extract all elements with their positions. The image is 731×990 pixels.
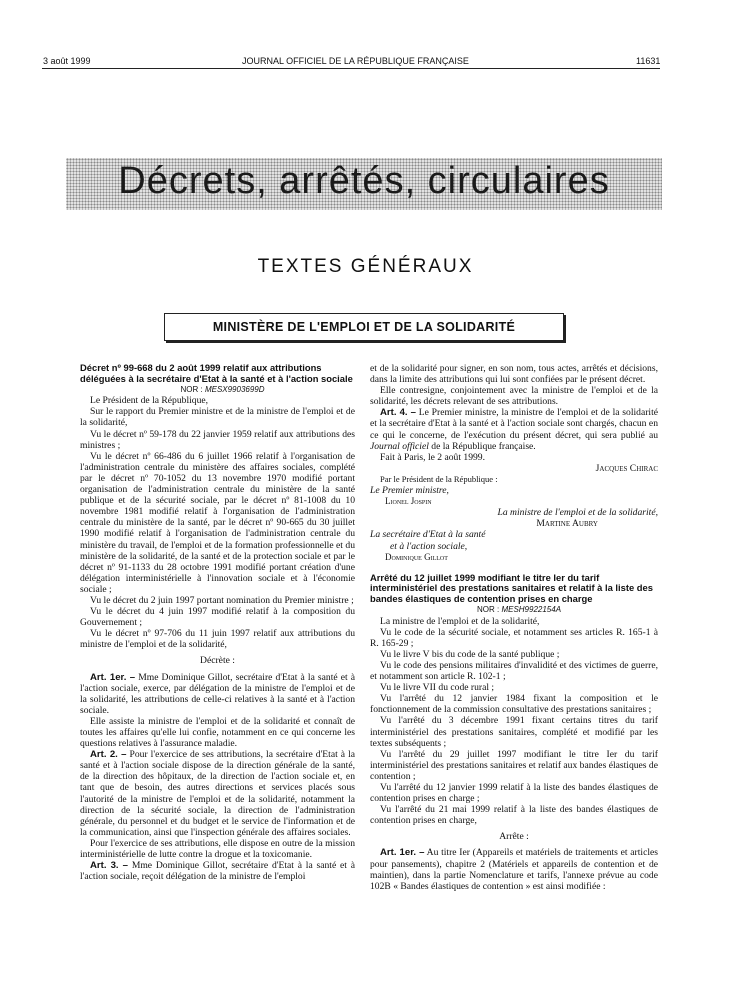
decree-para: Vu le décret nº 97-706 du 11 juin 1997 relatif aux attributions du ministre de l'emploi et de la solidarité, [80, 628, 355, 651]
pm-title: Le Premier ministre, [370, 485, 449, 497]
header-date: 3 août 1999 [43, 56, 91, 66]
signature-president: Jacques Chirac [595, 462, 658, 474]
arrete-label: Arrête : [499, 831, 529, 843]
minister-title: La ministre de l'emploi et de la solidarité, [497, 507, 658, 519]
arrete-para: Vu l'arrêté du 3 décembre 1991 fixant certains titres du tarif interministériel des prestations sanitaires, complété et modifié par les textes subséquents ; [370, 715, 658, 749]
article-1: Art. 1er. – Mme Dominique Gillot, secrétaire d'Etat à la santé et à l'action sociale, exerce, par délégation de la ministre de l'emploi et de la solidarité, les attributions de celle-ci relatives à la santé et à l'action sociale. [80, 671, 355, 716]
article-2-label: Art. 2. – [90, 749, 127, 761]
article-4-label: Art. 4. – [380, 407, 416, 419]
arrete-para: Vu le code des pensions militaires d'invalidité et des victimes de guerre, et notamment son article R. 102-1 ; [370, 659, 658, 683]
secretary-title-2: et à l'action sociale, [390, 540, 468, 552]
done-at: Fait à Paris, le 2 août 1999. [380, 451, 485, 463]
arrete-para: Vu l'arrêté du 29 juillet 1997 modifiant le titre Ier du tarif interministériel des prestations sanitaires et relatif aux bandes élastiques de contention ; [370, 748, 658, 782]
article-3-label: Art. 3. – [90, 860, 128, 872]
secretary-name: Dominique Gillot [385, 551, 448, 562]
article-2: Art. 2. – Pour l'exercice de ses attributions, la secrétaire d'Etat à la santé et à l'action sociale dispose de la direction générale de la santé, de la direction des hôpitaux, de la direction de l'action sociale et, en tant que de besoin, des autres directions et services placés sous l'autorité de la ministre de l'emploi et de la solidarité, notamment la direction de la sécurité sociale, la direction de l'administration générale, du personnel et du budget et le service de l'information et de la communication, ainsi que l'inspection générale des affaires sociales. [80, 749, 355, 838]
par-president: Par le Président de la République : [380, 473, 498, 484]
decree-para: Vu le décret nº 59-178 du 22 janvier 1959 relatif aux attributions des ministres ; [80, 428, 355, 451]
decrete-label: Décrète : [200, 655, 235, 667]
section-title: TEXTES GÉNÉRAUX [257, 256, 474, 277]
article-2-para-2: Pour l'exercice de ses attributions, elle dispose en outre de la mission interministérielle de lutte contre la drogue et la toxicomanie. [80, 837, 355, 861]
article-3-continued: et de la solidarité pour signer, en son nom, tous actes, arrêtés et décisions, dans la limite des attributions qui lui sont confiées par le présent décret. [370, 363, 658, 386]
decree-para: Sur le rapport du Premier ministre et de la ministre de l'emploi et de la solidarité, [80, 406, 355, 429]
decree-para: Le Président de la République, [90, 395, 209, 407]
article-3: Art. 3. – Mme Dominique Gillot, secrétaire d'Etat à la santé et à l'action sociale, reçoit délégation de la ministre de l'emploi [80, 860, 355, 883]
decree-nor: NOR : MESX9903699D [180, 385, 265, 395]
header-journal-title: JOURNAL OFFICIEL DE LA RÉPUBLIQUE FRANÇAISE [242, 56, 469, 66]
arrete-para: Vu le livre V bis du code de la santé publique ; [380, 648, 560, 660]
decree-para: Vu le décret nº 66-486 du 6 juillet 1966 relatif à l'organisation de l'administration centrale du ministère des affaires sociales, complété par le décret nº 70-1052 du 13 novembre 1970 modifié portant organisation de l'administration centrale du ministère de la santé publique et de la sécurité sociale, par le décret nº 81-1008 du 10 novembre 1981 modifié relatif à l'organisation de l'administration centrale du ministère de la santé, par le décret nº 90-665 du 30 juillet 1990 modifié relatif à l'organisation de l'administration centrale du ministère du travail, de l'emploi et de la formation professionnelle et du ministère de la solidarité, de la santé et de la protection sociale et par le décret nº 91-1133 du 28 octobre 1991 modifié portant création d'une délégation interministérielle à l'innovation sociale et à l'économie sociale ; [80, 450, 355, 595]
ministry-box [164, 313, 564, 341]
arrete-nor: NOR : MESH9922154A [476, 605, 562, 615]
right-column [370, 363, 658, 892]
arrete-para: La ministre de l'emploi et de la solidarité, [380, 615, 540, 627]
banner-title: Décrets, arrêtés, circulaires [118, 160, 610, 202]
decree-para: Vu le décret du 4 juin 1997 modifié relatif à la composition du Gouvernement ; [80, 606, 355, 629]
header-rule [42, 68, 660, 69]
arrete-para: Vu l'arrêté du 12 janvier 1999 relatif à la liste des bandes élastiques de contention prises en charge ; [370, 781, 658, 805]
decree-title: Décret nº 99-668 du 2 août 1999 relatif aux attributions déléguées à la secrétaire d'Etat à la santé et à l'action sociale [80, 362, 353, 384]
banner [66, 158, 662, 210]
left-column [80, 363, 355, 882]
secretary-title-1: La secrétaire d'Etat à la santé [370, 529, 486, 541]
ministry-title: MINISTÈRE DE L'EMPLOI ET DE LA SOLIDARITÉ [212, 320, 516, 334]
arrete-para: Vu le livre VII du code rural ; [380, 682, 495, 694]
pm-name: Lionel Jospin [385, 496, 432, 507]
article-1-para-2: Elle assiste la ministre de l'emploi et de la solidarité et connaît de toutes les affaires qu'elle lui confie, notamment en ce qui concerne les questions relatives à l'assurance maladie. [80, 715, 355, 750]
minister-name: Martine Aubry [536, 518, 598, 530]
arrete-article-1-label: Art. 1er. – [380, 847, 425, 859]
arrete-para: Vu l'arrêté du 12 janvier 1984 fixant la composition et le fonctionnement de la commission consultative des prestations sanitaires ; [370, 693, 658, 716]
article-4: Art. 4. – Le Premier ministre, la ministre de l'emploi et de la solidarité et la secrétaire d'Etat à la santé et à l'action sociale sont chargés, chacun en ce qui le concerne, de l'exécution du présent décret, qui sera publié au Journal officiel de la République française. [370, 407, 658, 452]
article-1-label: Art. 1er. – [90, 671, 136, 683]
arrete-para: Vu l'arrêté du 21 mai 1999 relatif à la liste des bandes élastiques de contention prises en charge, [370, 804, 658, 827]
article-3-para-2: Elle contresigne, conjointement avec la ministre de l'emploi et de la solidarité, les décrets relevant de ses attributions. [370, 385, 658, 408]
arrete-article-1: Art. 1er. – Au titre Ier (Appareils et matériels de traitements et articles pour pansements), chapitre 2 (Matériels et appareils de contention et de maintien), dans la partie Nomenclature et tarifs, l'annexe prévue au code 102B « Bandes élastiques de contention » est ainsi modifiée : [370, 847, 658, 892]
arrete-title: Arrêté du 12 juillet 1999 modifiant le titre Ier du tarif interministériel des prestations sanitaires et relatif à la liste des bandes élastiques de contention prises en charge [370, 571, 653, 604]
decree-para: Vu le décret du 2 juin 1997 portant nomination du Premier ministre ; [90, 594, 354, 606]
arrete-para: Vu le code de la sécurité sociale, et notamment ses articles R. 165-1 à R. 165-29 ; [370, 626, 658, 649]
header-page-number: 11631 [636, 56, 661, 66]
